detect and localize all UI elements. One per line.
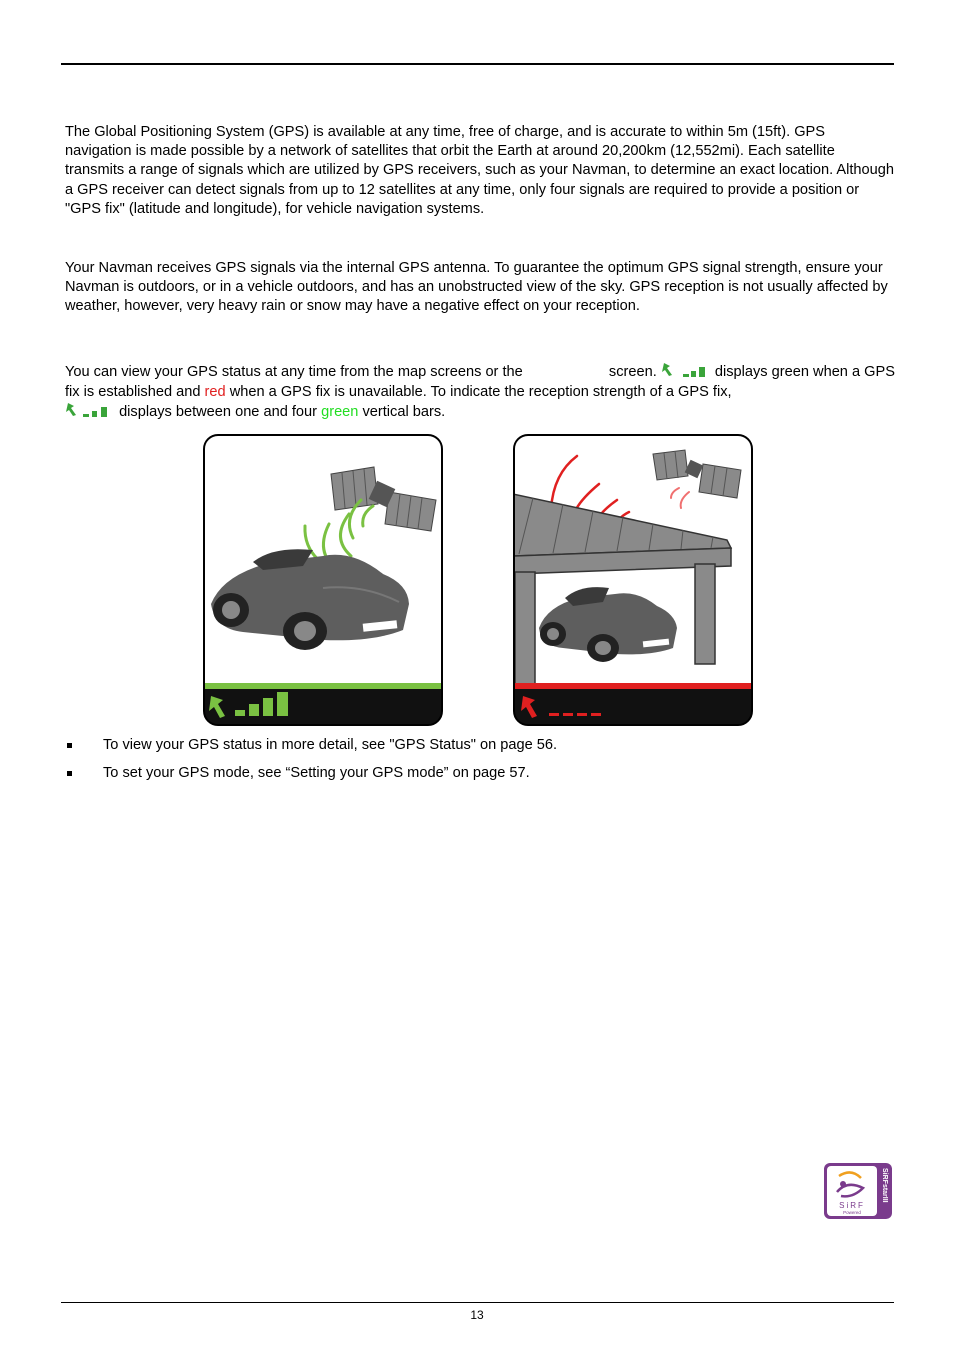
green-word: green <box>321 404 359 420</box>
gps-status-text-2: screen. <box>608 364 657 380</box>
paragraph-gps-reception: Your Navman receives GPS signals via the internal GPS antenna. To guarantee the optimum GPS signal strength, ensure your Navman is outdoors, or in a vehicle outdoors, and has an unobstructed view of the sky. GPS reception is not usually affected by weather, however, very heavy rain or snow may have a negative effect on your reception. <box>65 260 888 315</box>
gps-status-text-6: vertical bars. <box>362 404 446 420</box>
sirf-logo <box>823 1162 893 1220</box>
bullet-text: To view your GPS status in more detail, see "GPS Status" on page 56. <box>103 737 558 753</box>
header-rule <box>61 63 894 65</box>
carport-post-right <box>695 564 715 664</box>
logo-sub: Powered <box>843 1210 861 1215</box>
list-item <box>65 736 895 755</box>
gps-status-text-1: You can view your GPS status at any time from the map screens or the <box>65 364 523 380</box>
illustration-poor-reception <box>513 434 753 726</box>
gps-status-text-3: displays green when a GPS fix is established and <box>65 364 895 400</box>
red-word: red <box>204 384 226 400</box>
paragraph-gps-overview: The Global Positioning System (GPS) is available at any time, free of charge, and is accurate to within 5m (15ft). GPS navigation is made possible by a network of satellites that orbit the Earth at around 20,200km (12,552mi). Each satellite transmits a range of signals which are utilized by GPS receivers, such as your Navman, to determine an exact location. Although a GPS receiver can detect signals from up to 12 satellites at any time, only four signals are required to provide a position or "GPS fix" (latitude and longitude), for vehicle navigation systems. <box>65 124 895 217</box>
gps-status-icon <box>661 362 711 378</box>
illustration-good-reception <box>203 434 443 726</box>
list-item <box>65 764 895 783</box>
logo-side: SiRFstarIII <box>881 1168 888 1203</box>
gps-signal-bars-icon <box>65 402 115 418</box>
paragraph-gps-status <box>65 362 895 422</box>
logo-brand: SiRF <box>839 1201 865 1210</box>
bullet-marker <box>67 771 72 776</box>
carport-post-left <box>515 572 535 684</box>
gps-status-text-5: displays between one and four <box>119 404 318 420</box>
gps-status-text-4: when a GPS fix is unavailable. To indicate the reception strength of a GPS fix, <box>229 384 732 400</box>
bullet-marker <box>67 743 72 748</box>
page-number: 13 <box>470 1308 484 1322</box>
bullet-list <box>65 736 895 792</box>
footer-rule <box>61 1302 894 1303</box>
bullet-text: To set your GPS mode, see “Setting your GPS mode” on page 57. <box>103 765 530 781</box>
